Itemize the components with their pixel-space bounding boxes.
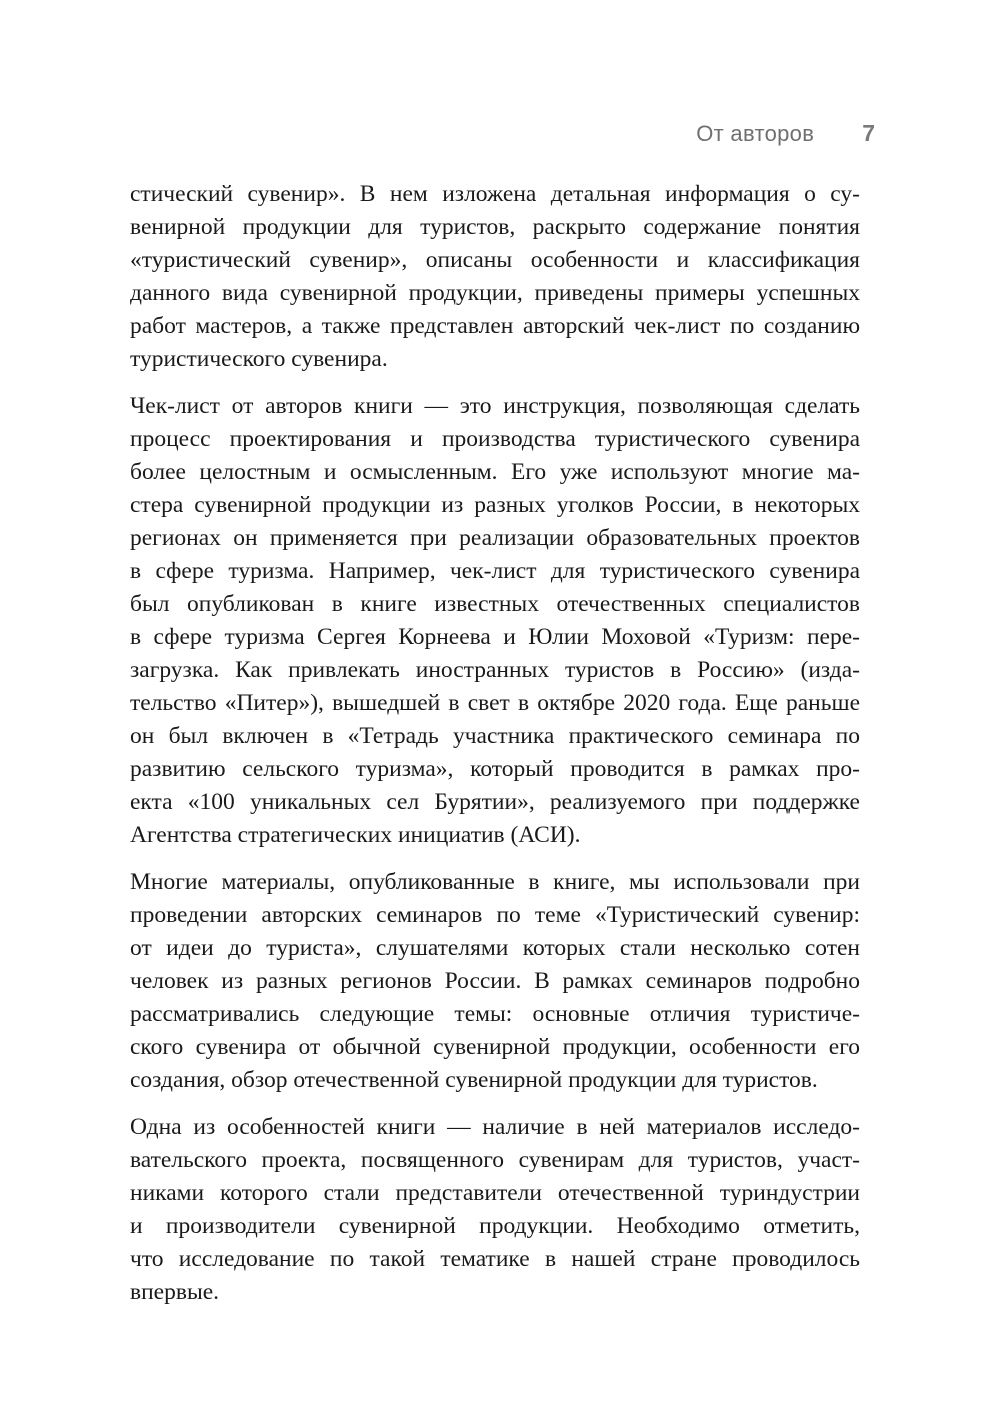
text-line: Агентства стратегических инициатив (АСИ). bbox=[130, 822, 581, 848]
text-line: что исследование по такой тематике в нашей стране проводилось bbox=[130, 1246, 860, 1272]
text-line: Одна из особенностей книги — наличие в ней материалов исследо- bbox=[130, 1114, 860, 1140]
text-line: более целостным и осмысленным. Его уже используют многие ма- bbox=[130, 459, 860, 485]
text-line: от идеи до туриста», слушателями которых стали несколько сотен bbox=[130, 935, 860, 961]
text-line: и производители сувенирной продукции. Необходимо отметить, bbox=[130, 1213, 860, 1239]
text-line: работ мастеров, а также представлен авторский чек-лист по созданию bbox=[130, 313, 860, 339]
text-line: стический сувенир». В нем изложена детальная информация о су- bbox=[130, 181, 860, 207]
text-line: загрузка. Как привлекать иностранных туристов в Россию» (изда- bbox=[130, 657, 860, 683]
running-head-title: От авторов bbox=[696, 121, 815, 146]
page-number: 7 bbox=[862, 120, 875, 146]
text-line: стера сувенирной продукции из разных уголков России, в некоторых bbox=[130, 492, 860, 518]
text-line: создания, обзор отечественной сувенирной продукции для туристов. bbox=[130, 1067, 818, 1093]
text-line: туристического сувенира. bbox=[130, 346, 388, 372]
text-line: екта «100 уникальных сел Бурятии», реализуемого при поддержке bbox=[130, 789, 860, 815]
text-line: в сфере туризма. Например, чек-лист для туристического сувенира bbox=[130, 558, 860, 584]
text-line: развитию сельского туризма», который проводится в рамках про- bbox=[130, 756, 860, 782]
text-line: венирной продукции для туристов, раскрыто содержание понятия bbox=[130, 214, 860, 240]
text-line: вательского проекта, посвященного сувенирам для туристов, участ- bbox=[130, 1147, 860, 1173]
text-line: данного вида сувенирной продукции, приведены примеры успешных bbox=[130, 280, 860, 306]
text-line: тельство «Питер»), вышедшей в свет в октябре 2020 года. Еще раньше bbox=[130, 690, 860, 716]
body-text bbox=[130, 178, 860, 1323]
text-line: «туристический сувенир», описаны особенности и классификация bbox=[130, 247, 860, 273]
text-line: в сфере туризма Сергея Корнеева и Юлии Моховой «Туризм: пере- bbox=[130, 624, 860, 650]
text-line: он был включен в «Тетрадь участника практического семинара по bbox=[130, 723, 860, 749]
text-line: проведении авторских семинаров по теме «Туристический сувенир: bbox=[130, 902, 860, 928]
text-line: процесс проектирования и производства туристического сувенира bbox=[130, 426, 860, 452]
paragraph bbox=[130, 178, 860, 376]
text-line: впервые. bbox=[130, 1279, 220, 1305]
text-line: рассматривались следующие темы: основные отличия туристиче- bbox=[130, 1001, 860, 1027]
text-line: был опубликован в книге известных отечественных специалистов bbox=[130, 591, 860, 617]
text-line: Чек-лист от авторов книги — это инструкция, позволяющая сделать bbox=[130, 393, 860, 419]
paragraph bbox=[130, 390, 860, 852]
running-head bbox=[130, 120, 875, 147]
text-line: Многие материалы, опубликованные в книге, мы использовали при bbox=[130, 869, 860, 895]
text-line: ского сувенира от обычной сувенирной продукции, особенности его bbox=[130, 1034, 860, 1060]
text-line: никами которого стали представители отечественной туриндустрии bbox=[130, 1180, 860, 1206]
paragraph bbox=[130, 1111, 860, 1309]
text-line: человек из разных регионов России. В рамках семинаров подробно bbox=[130, 968, 860, 994]
text-line: регионах он применяется при реализации образовательных проектов bbox=[130, 525, 860, 551]
paragraph bbox=[130, 866, 860, 1097]
